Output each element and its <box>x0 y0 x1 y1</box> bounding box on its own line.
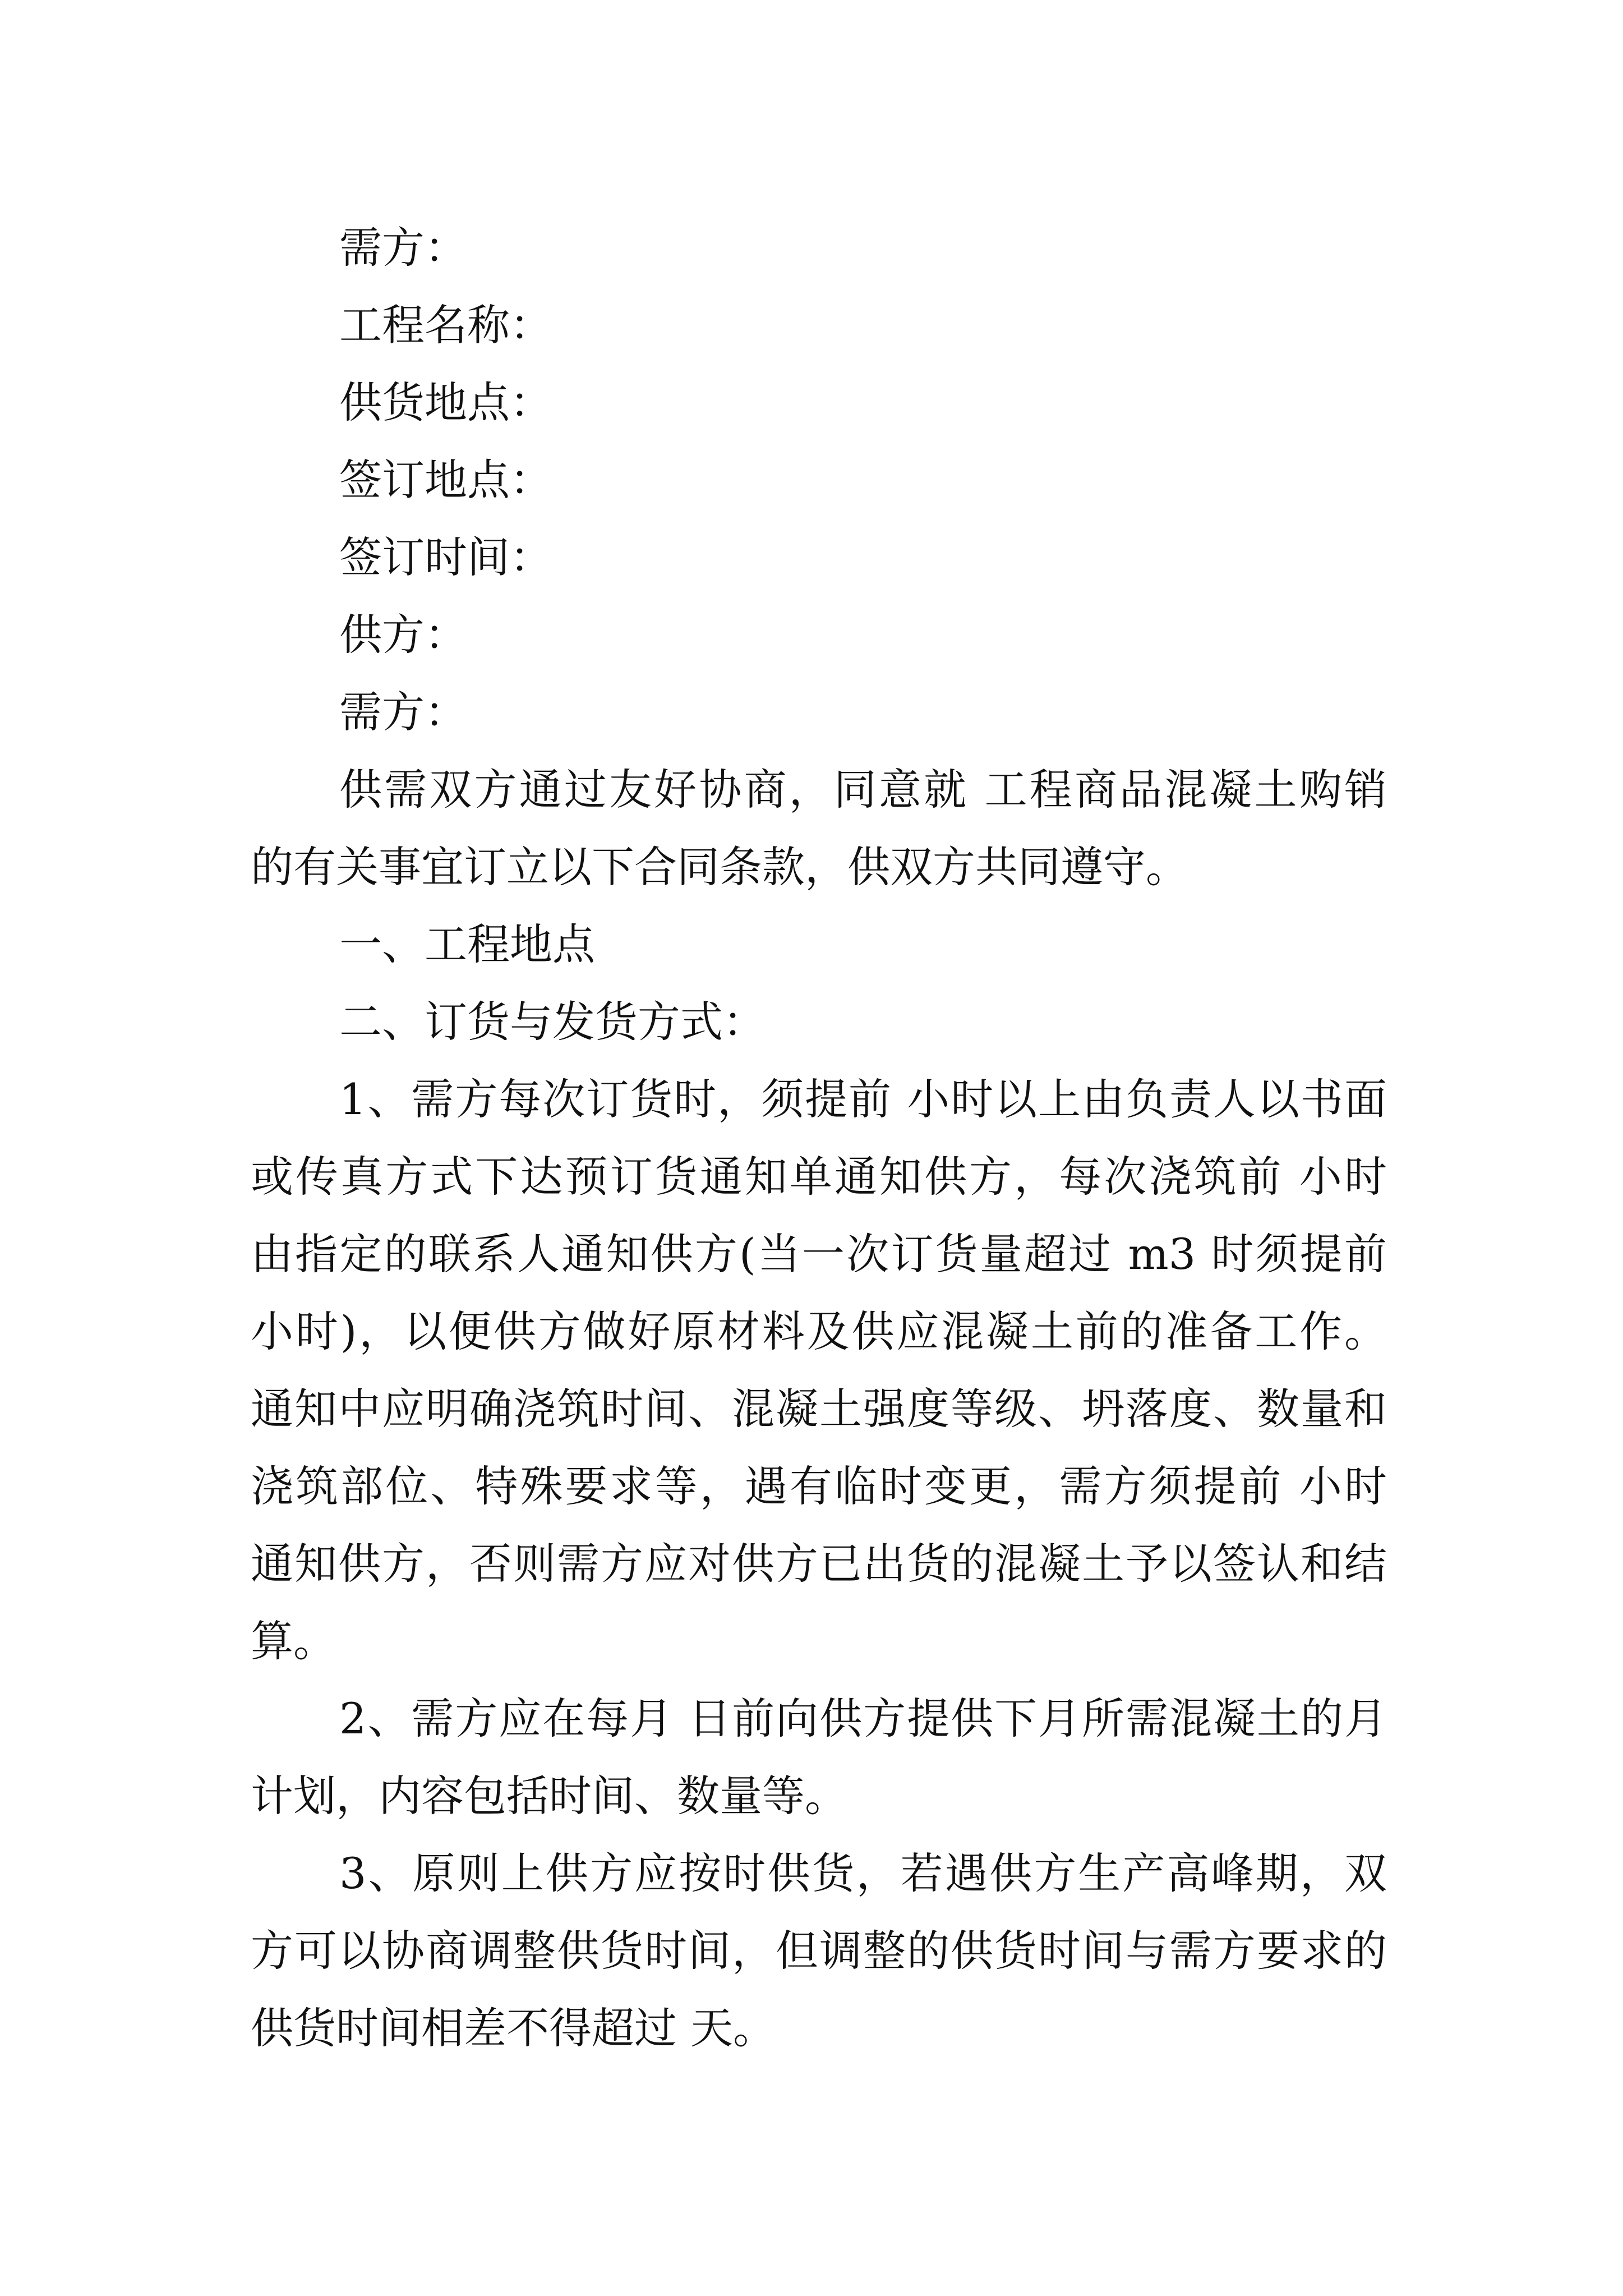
paragraph-line: 一、工程地点 <box>339 919 595 969</box>
paragraph-line: 供需双方通过友好协商，同意就 工程商品混凝土购销 <box>339 765 1387 815</box>
paragraph-line: 3、原则上供方应按时供货，若遇供方生产高峰期，双 <box>339 1848 1387 1898</box>
paragraph-line: 或传真方式下达预订货通知单通知供方，每次浇筑前 小时 <box>251 1152 1387 1202</box>
paragraph <box>251 751 1387 906</box>
paragraph <box>251 287 1387 364</box>
paragraph-line: 浇筑部位、特殊要求等，遇有临时变更，需方须提前 小时 <box>251 1461 1387 1511</box>
document-body <box>251 209 1387 2067</box>
paragraph <box>251 1061 1387 1680</box>
paragraph-line: 通知供方，否则需方应对供方已出货的混凝土予以签认和结 <box>251 1539 1387 1589</box>
paragraph-line: 算。 <box>251 1616 336 1666</box>
paragraph-line: 方可以协商调整供货时间，但调整的供货时间与需方要求的 <box>251 1926 1387 1976</box>
paragraph-line: 需方： <box>339 687 467 737</box>
paragraph <box>251 1680 1387 1835</box>
paragraph-line: 签订地点： <box>339 455 552 505</box>
paragraph <box>251 519 1387 596</box>
paragraph <box>251 209 1387 287</box>
paragraph <box>251 983 1387 1061</box>
paragraph-line: 由指定的联系人通知供方(当一次订货量超过 m3 时须提前 <box>251 1229 1387 1279</box>
paragraph-line: 2、需方应在每月 日前向供方提供下月所需混凝土的月 <box>339 1694 1387 1743</box>
paragraph <box>251 441 1387 519</box>
paragraph <box>251 1835 1387 2067</box>
paragraph-line: 通知中应明确浇筑时间、混凝土强度等级、坍落度、数量和 <box>251 1384 1387 1434</box>
paragraph-line: 供方： <box>339 610 467 660</box>
paragraph <box>251 596 1387 674</box>
paragraph-line: 计划，内容包括时间、数量等。 <box>251 1771 847 1821</box>
paragraph-line: 小时)，以便供方做好原材料及供应混凝土前的准备工作。 <box>251 1306 1387 1356</box>
paragraph <box>251 364 1387 441</box>
paragraph-line: 供货时间相差不得超过 天。 <box>251 2003 776 2053</box>
paragraph-line: 工程名称： <box>339 300 552 350</box>
paragraph-line: 签订时间： <box>339 532 552 582</box>
paragraph <box>251 674 1387 751</box>
paragraph-line: 的有关事宜订立以下合同条款，供双方共同遵守。 <box>251 842 1188 892</box>
paragraph-line: 1、需方每次订货时，须提前 小时以上由负责人以书面 <box>339 1074 1387 1124</box>
paragraph <box>251 906 1387 983</box>
paragraph-line: 供货地点： <box>339 378 552 427</box>
paragraph-line: 需方： <box>339 223 467 273</box>
paragraph-line: 二、订货与发货方式： <box>339 997 766 1047</box>
